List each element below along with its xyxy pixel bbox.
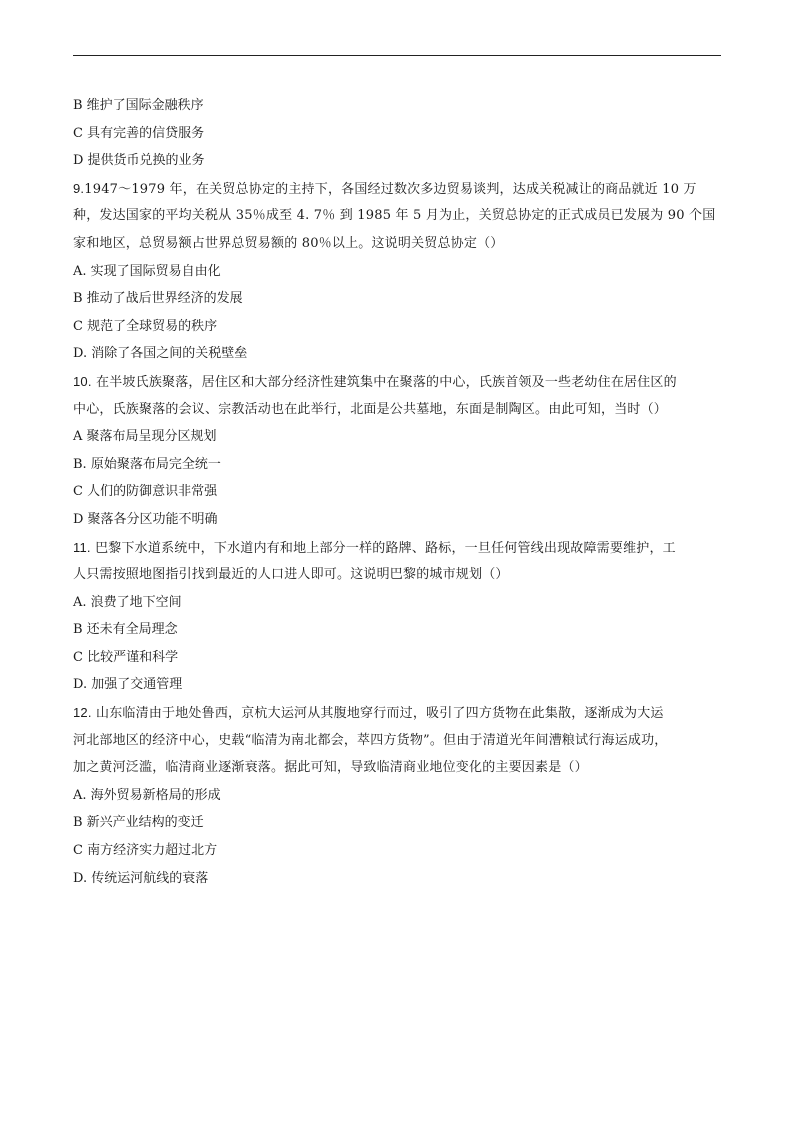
question-9-option-a: A. 实现了国际贸易自由化	[73, 263, 221, 279]
question-11-line-1	[73, 534, 723, 562]
question-11-option-a: A. 浪费了地下空间	[73, 594, 182, 610]
question-10-line-1	[73, 368, 723, 396]
question-12-option-a: A. 海外贸易新格局的形成	[73, 787, 221, 803]
page-content	[73, 92, 723, 892]
question-9-line-1	[73, 175, 723, 203]
question-10-option-c: C 人们的防御意识非常强	[73, 484, 218, 500]
question-10-option-d: D 聚落各分区功能不明确	[73, 511, 218, 527]
question-11-line-2: 人只需按照地图指引找到最近的人口进人即可。这说明巴黎的城市规划（）	[73, 567, 509, 583]
question-9-option-b: B 推动了战后世界经济的发展	[73, 291, 243, 307]
question-12-option-c: C 南方经济实力超过北方	[73, 843, 218, 859]
question-9-stem: 1947～1979 年，在关贸总协定的主持下，各国经过数次多边贸易谈判，达成关税减让的商品就近 10 万	[84, 181, 697, 197]
question-10-number: 10.	[73, 373, 92, 389]
question-9-line-2: 种，发达国家的平均关税从 35％成至 4. 7％ 到 1985 年 5 月为止，关贸总协定的正式成员已发展为 90 个国	[73, 208, 716, 224]
prev-option-b: B 维护了国际金融秩序	[73, 98, 204, 113]
question-10-line-2: 中心，氏族聚落的会议、宗教活动也在此举行，北面是公共墓地，东面是制陶区。由此可知，当时（）	[73, 401, 668, 417]
question-12-stem: 山东临清由于地处鲁西，京杭大运河从其腹地穿行而过，吸引了四方货物在此集散，逐渐成为大运	[96, 706, 664, 722]
question-10-option-b: B. 原始聚落布局完全统一	[73, 456, 221, 472]
question-12-number: 12.	[73, 705, 92, 721]
question-12-option-b: B 新兴产业结构的变迁	[73, 815, 204, 831]
question-12-line-3: 加之黄河泛滥，临清商业逐渐衰落。据此可知，导致临清商业地位变化的主要因素是（）	[73, 760, 588, 776]
question-10-stem: 在半坡氏族聚落，居住区和大部分经济性建筑集中在聚落的中心，氏族首领及一些老幼住在居住区的	[96, 374, 677, 390]
question-12-line-1	[73, 699, 723, 727]
question-9-line-3: 家和地区，总贸易额占世界总贸易额的 80％以上。这说明关贸总协定（）	[73, 235, 504, 251]
question-11-option-c: C 比较严谨和科学	[73, 649, 179, 665]
question-9-option-d: D. 消除了各国之间的关税壁垒	[73, 346, 248, 362]
question-9-option-c: C 规范了全球贸易的秩序	[73, 318, 218, 334]
question-10-option-a: A 聚落布局呈现分区规划	[73, 429, 217, 445]
header-rule	[73, 55, 721, 56]
question-12-line-2: 河北部地区的经济中心，史载“临清为南北都会，萃四方货物”。但由于清道光年间漕粮试行海运成功，	[73, 732, 668, 748]
question-12-option-d: D. 传统运河航线的衰落	[73, 870, 209, 886]
question-11-option-b: B 还未有全局理念	[73, 622, 178, 638]
prev-option-c: C 具有完善的信贷服务	[73, 125, 205, 141]
question-11-option-d: D. 加强了交通管理	[73, 677, 183, 693]
prev-option-d: D 提供货币兑换的业务	[73, 153, 205, 169]
question-9-number: 9.	[73, 180, 85, 196]
question-11-number: 11.	[73, 539, 91, 555]
question-11-stem: 巴黎下水道系统中，下水道内有和地上部分一样的路牌、路标，一旦任何管线出现故障需要维护，工	[95, 540, 676, 556]
